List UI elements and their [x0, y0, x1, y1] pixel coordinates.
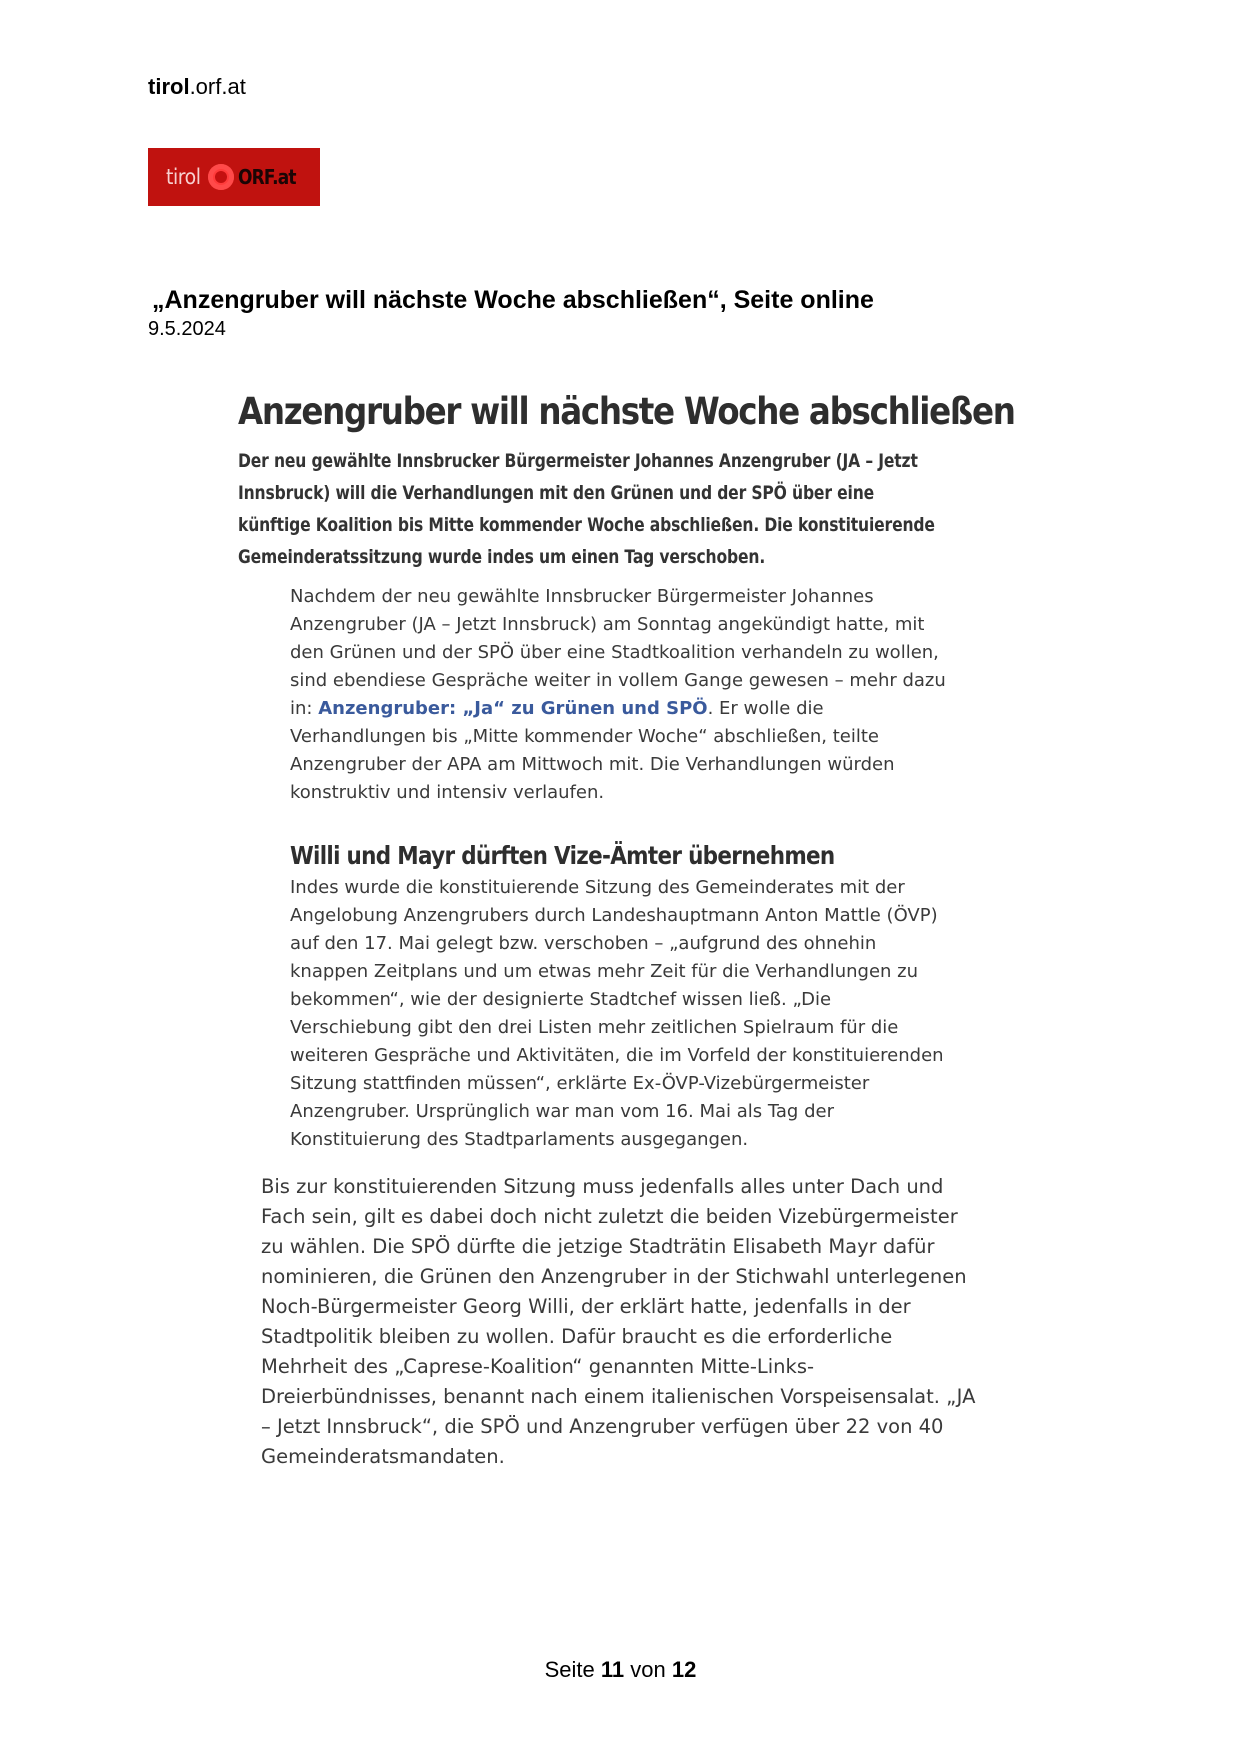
page-current: 11: [600, 1657, 625, 1682]
site-name-rest: .orf.at: [189, 74, 246, 99]
logo-text-orf: ORF.at: [238, 165, 297, 189]
article-paragraph-1: [290, 583, 950, 807]
article-lead: Der neu gewählte Innsbrucker Bürgermeister Johannes Anzengruber (JA – Jetzt Innsbruck) will die Verhandlungen mit den Grünen und der SPÖ über eine künftige Koalition bis Mitte kommender Woche abschließen. Die konstituierende Gemeinderatssitzung wurde indes um einen Tag verschoben.: [238, 450, 935, 568]
article-paragraph-3: Bis zur konstituierenden Sitzung muss jedenfalls alles unter Dach und Fach sein, gilt es dabei doch nicht zuletzt die beiden Vizebürgermeister zu wählen. Die SPÖ dürfte die jetzige Stadträtin Elisabeth Mayr dafür nominieren, die Grünen den Anzengruber in der Stichwahl unterlegenen Noch-Bürgermeister Georg Willi, der erklärt hatte, jedenfalls in der Stadtpolitik bleiben zu wollen. Dafür braucht es die erforderliche Mehrheit des „Caprese-Koalition“ genannten Mitte-Links-Dreierbündnisses, benannt nach einem italienischen Vorspeisensalat. „JA – Jetzt Innsbruck“, die SPÖ und Anzengruber verfügen über 22 von 40 Gemeinderatsmandaten.: [261, 1175, 976, 1468]
site-name-bold: tirol: [148, 74, 190, 99]
page-number: [0, 1657, 1241, 1683]
document-date: 9.5.2024: [148, 318, 226, 340]
article-clipping: [238, 390, 1018, 1472]
site-name: [148, 74, 246, 100]
related-article-link[interactable]: Anzengruber: „Ja“ zu Grünen und SPÖ: [318, 698, 708, 719]
logo-text-tirol: tirol: [166, 165, 201, 189]
page-total: 12: [671, 1657, 697, 1682]
paragraph-1-text-after: . Er wolle die Verhandlungen bis „Mitte kommender Woche“ abschließen, teilte Anzengruber der APA am Mittwoch mit. Die Verhandlungen würden konstruktiv und intensiv verlaufen.: [290, 698, 895, 803]
orf-ring-icon: [208, 164, 234, 190]
article-subheading: Willi und Mayr dürften Vize-Ämter übernehmen: [290, 841, 835, 870]
paragraph-1-text-before: Nachdem der neu gewählte Innsbrucker Bürgermeister Johannes Anzengruber (JA – Jetzt Innsbruck) am Sonntag angekündigt hatte, mit den Grünen und der SPÖ über eine Stadtkoalition verhandeln zu wollen, sind ebendiese Gespräche weiter in vollem Gange gewesen – mehr dazu in:: [290, 586, 946, 719]
article-headline: Anzengruber will nächste Woche abschließen: [238, 390, 1015, 433]
of-word: von: [630, 1657, 666, 1682]
tirol-orf-logo: [148, 148, 320, 206]
page-word: Seite: [544, 1657, 595, 1682]
document-title: „Anzengruber will nächste Woche abschließen“, Seite online: [152, 286, 874, 314]
article-paragraph-2: Indes wurde die konstituierende Sitzung des Gemeinderates mit der Angelobung Anzengrubers durch Landeshauptmann Anton Mattle (ÖVP) auf den 17. Mai gelegt bzw. verschoben – „aufgrund des ohnehin knappen Zeitplans und um etwas mehr Zeit für die Verhandlungen zu bekommen“, wie der designierte Stadtchef wissen ließ. „Die Verschiebung gibt den drei Listen mehr zeitlichen Spielraum für die weiteren Gespräche und Aktivitäten, die im Vorfeld der konstituierenden Sitzung stattfinden müssen“, erklärte Ex-ÖVP-Vizebürgermeister Anzengruber. Ursprünglich war man vom 16. Mai als Tag der Konstituierung des Stadtparlaments ausgegangen.: [290, 877, 944, 1150]
